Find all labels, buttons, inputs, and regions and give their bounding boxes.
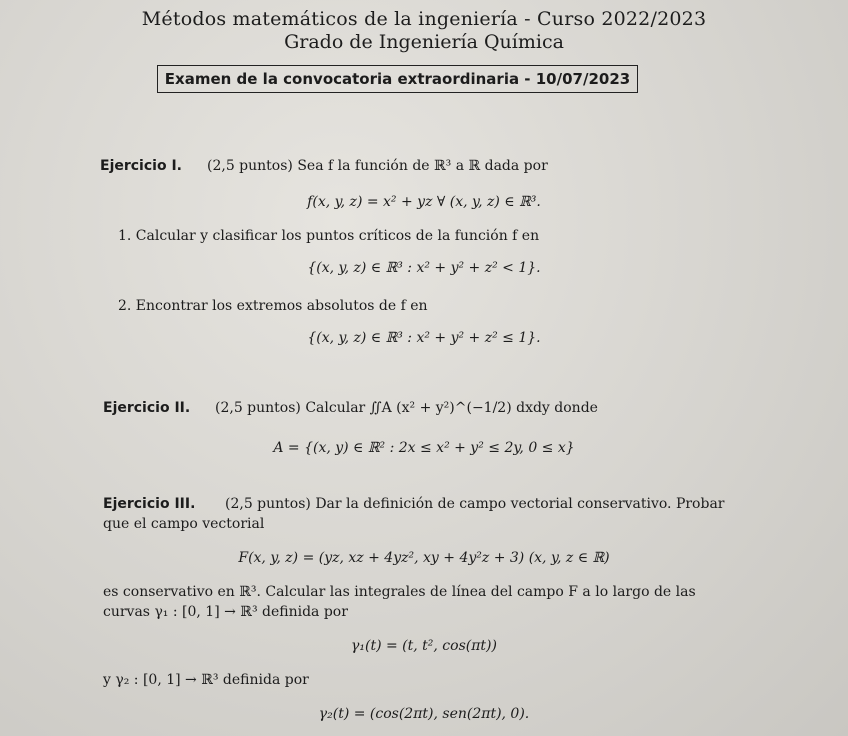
ex1-statement: (2,5 puntos) Sea f la función de ℝ³ a ℝ dada por [207,158,548,174]
ex3-statement: (2,5 puntos) Dar la definición de campo vectorial conservativo. Probar [225,496,725,512]
ex2-statement: (2,5 puntos) Calcular ∬A (x² + y²)^(−1/2) dxdy donde [215,400,598,416]
exam-title-box: Examen de la convocatoria extraordinaria - 10/07/2023 [157,65,638,93]
ex3-vector-field: F(x, y, z) = (yz, xz + 4yz², xy + 4y²z + 3) (x, y, z ∈ ℝ) [238,550,610,566]
ex2-label: Ejercicio II. [103,400,191,416]
ex3-line-1: es conservativo en ℝ³. Calcular las integrales de línea del campo F a lo largo de las [103,584,696,600]
ex3-gamma-1: γ₁(t) = (t, t², cos(πt)) [351,638,497,654]
ex3-label: Ejercicio III. [103,496,196,512]
ex1-label: Ejercicio I. [100,158,182,174]
ex1-item-2: 2. Encontrar los extremos absolutos de f en [118,298,428,314]
ex1-function: f(x, y, z) = x² + yz ∀ (x, y, z) ∈ ℝ³. [307,194,541,210]
ex1-set-closed: {(x, y, z) ∈ ℝ³ : x² + y² + z² ≤ 1}. [307,330,541,346]
ex3-gamma-2: γ₂(t) = (cos(2πt), sen(2πt), 0). [318,706,530,722]
ex2-domain: A = {(x, y) ∈ ℝ² : 2x ≤ x² + y² ≤ 2y, 0 ≤ x} [273,440,575,456]
course-title: Métodos matemáticos de la ingeniería - Curso 2022/2023 [141,8,707,30]
ex3-line-2: curvas γ₁ : [0, 1] → ℝ³ definida por [103,604,348,620]
ex3-line-3: y γ₂ : [0, 1] → ℝ³ definida por [103,672,309,688]
ex1-set-open: {(x, y, z) ∈ ℝ³ : x² + y² + z² < 1}. [307,260,541,276]
ex1-item-1: 1. Calcular y clasificar los puntos críticos de la función f en [118,228,540,244]
ex3-statement-cont: que el campo vectorial [103,516,265,532]
degree-title: Grado de Ingeniería Química [284,31,564,53]
